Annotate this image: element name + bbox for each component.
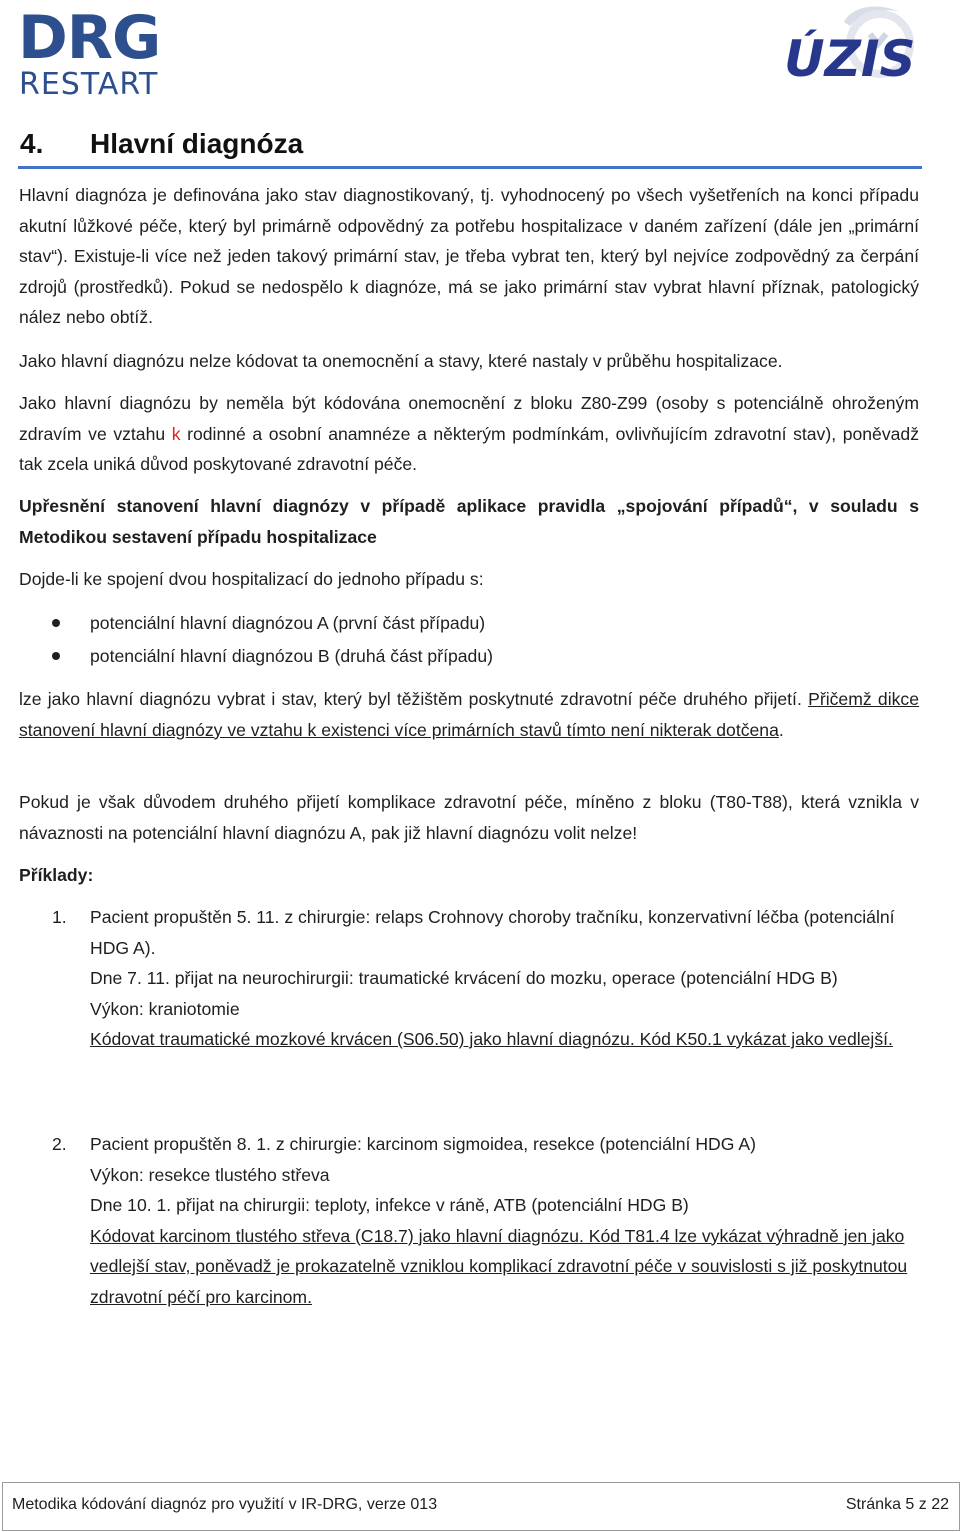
uzis-logo (782, 0, 922, 90)
example-conclusion: Kódovat traumatické mozkové krvácen (S06.50) jako hlavní diagnózu. Kód K50.1 vykázat jako vedlejší. (90, 1029, 893, 1049)
footer-document-title: Metodika kódování diagnóz pro využití v IR-DRG, verze 013 (12, 1496, 438, 1513)
example-body (90, 1129, 920, 1312)
restart-logo-text: RESTART (19, 67, 159, 102)
paragraph-second-admission (19, 684, 919, 745)
example-number: 2. (52, 1134, 67, 1154)
uzis-logo-text: ÚZIS (784, 30, 916, 88)
paragraph-complication: Pokud je však důvodem druhého přijetí komplikace zdravotní péče, míněno z bloku (T80-T88), která vznikla v návaznosti na potenciální hlavní diagnózu A, pak již hlavní diagnózu volit nelze! (19, 792, 919, 843)
example-line: Výkon: kraniotomie (90, 998, 240, 1019)
z-block-text-a: Jako hlavní diagnózu by neměla být kódována onemocnění z bloku Z80-Z99 (osoby s potenciálně ohroženým zdravím ve vztahu (19, 393, 919, 444)
bullet-icon (52, 652, 60, 660)
example-line: Výkon: resekce tlustého střeva (90, 1164, 330, 1185)
z-block-highlight: k (171, 423, 181, 444)
z-block-text-b: rodinné a osobní anamnéze a některým podmínkám, ovlivňujícím zdravotní stav), poněvadž tak zcela uniká důvod poskytované zdravotní péče. (19, 423, 919, 474)
example-number: 1. (52, 907, 67, 927)
example-conclusion: Kódovat karcinom tlustého střeva (C18.7) jako hlavní diagnózu. Kód T81.4 lze vykázat výhradně jen jako vedlejší stav, poněvadž je prokazatelně vzniklou komplikací zdravotní péče v souvislosti s již poskytnutou zdravotní péčí pro karcinom. (90, 1225, 908, 1307)
example-line: Dne 10. 1. přijat na chirurgii: teploty, infekce v ráně, ATB (potenciální HDG B) (90, 1195, 689, 1215)
section-heading (18, 128, 922, 169)
footer-page-number: Stránka 5 z 22 (845, 1496, 949, 1513)
second-admission-text: lze jako hlavní diagnózu vybrat i stav, který byl těžištěm poskytnuté zdravotní péče druhého přijetí. (19, 689, 809, 709)
example-line: Pacient propuštěn 8. 1. z chirurgie: karcinom sigmoidea, resekce (potenciální HDG A) (90, 1134, 756, 1154)
paragraph-exclusion: Jako hlavní diagnózu nelze kódovat ta onemocnění a stavy, které nastaly v průběhu hospitalizace. (19, 351, 783, 371)
examples-heading: Příklady: (19, 865, 94, 885)
paragraph-definition: Hlavní diagnóza je definována jako stav diagnostikovaný, tj. vyhodnocený po všech vyšetřeních na konci případu akutní lůžkové péče, který byl primárně odpovědný za potřebu hospitalizace v daném zařízení (dále jen „primární stav“). Existuje-li více než jeden takový primární stav, je třeba vybrat ten, který byl nejvíce zodpovědný za čerpání zdrojů (prostředků). Pokud se nedospělo k diagnóze, má se jako primární stav vybrat hlavní příznak, patologický nález nebo obtíž. (19, 185, 919, 327)
paragraph-merge-intro: Dojde-li ke spojení dvou hospitalizací do jednoho případu s: (19, 569, 484, 589)
section-title: Hlavní diagnóza (90, 128, 304, 159)
drg-restart-logo (18, 3, 168, 102)
example-line: Dne 7. 11. přijat na neurochirurgii: traumatické krvácení do mozku, operace (potenciální HDG B) (90, 968, 838, 988)
example-body (90, 902, 920, 1055)
list-item-text: potenciální hlavní diagnózou A (první část případu) (90, 613, 486, 633)
list-item (52, 641, 912, 671)
list-item (52, 608, 912, 638)
drg-logo-text: DRG (18, 3, 161, 73)
list-item-text: potenciální hlavní diagnózou B (druhá část případu) (90, 646, 493, 666)
subheading-merging-cases: Upřesnění stanovení hlavní diagnózy v případě aplikace pravidla „spojování případů“, v souladu s Metodikou sestavení případu hospitalizace (19, 496, 919, 547)
section-number: 4. (20, 128, 44, 159)
second-admission-underlined: Přičemž dikce stanovení hlavní diagnózy ve vztahu k existenci více primárních stavů tímto není nikterak dotčena (19, 689, 920, 740)
bullet-icon (52, 619, 60, 627)
paragraph-z-block (19, 388, 919, 480)
page-footer (2, 1482, 960, 1531)
second-admission-end: . (778, 719, 784, 740)
uzis-logo-graphic (782, 0, 922, 90)
example-line: Pacient propuštěn 5. 11. z chirurgie: relaps Crohnovy choroby tračníku, konzervativní léčba (potenciální HDG A). (90, 907, 895, 958)
